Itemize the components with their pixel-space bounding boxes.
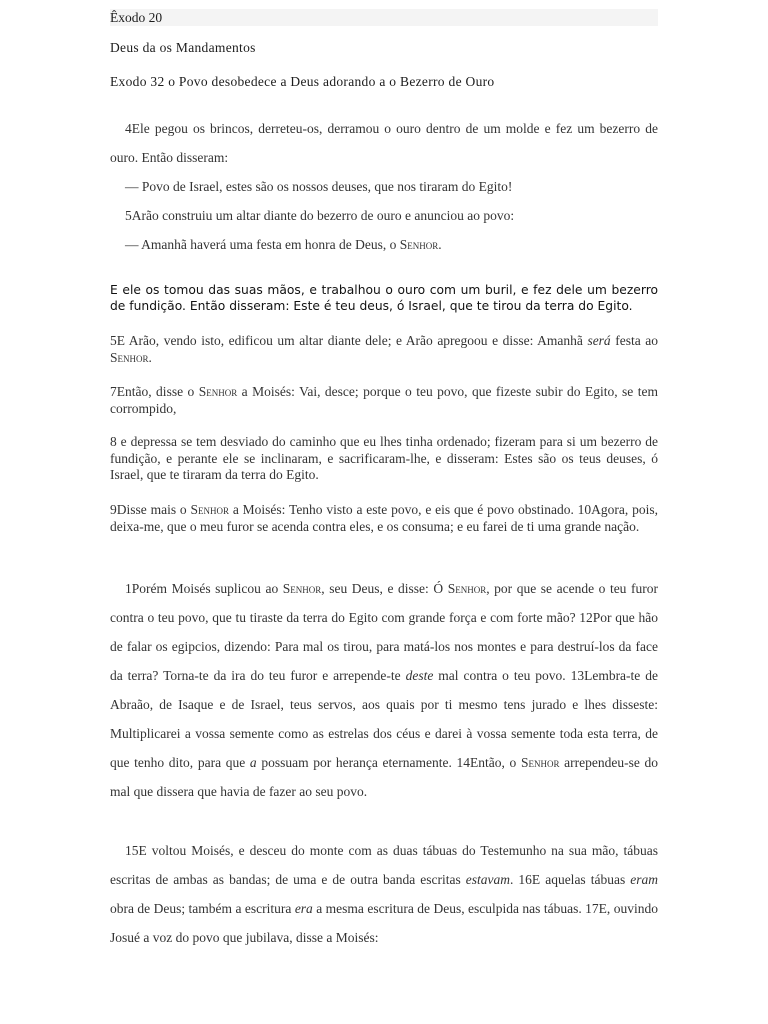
- paragraph-buril: E ele os tomou das suas mãos, e trabalhou o ouro com um buril, e fez dele um bezerro de fundição. Então disseram: Este é teu deus, ó Israel, que te tirou da terra do Egito.: [110, 283, 658, 313]
- paragraph-verse-9: 9Disse mais o Senhor a Moisés: Tenho visto a este povo, e eis que é povo obstinado. 10Agora, pois, deixa-me, que o meu furor se acenda contra eles, e os consuma; e eu farei de ti uma grande nação.: [110, 502, 658, 534]
- paragraph-dialog-2: — Amanhã haverá uma festa em honra de Deus, o Senhor.: [125, 237, 442, 252]
- paragraph-verse-7: 7Então, disse o Senhor a Moisés: Vai, desce; porque o teu povo, que fizeste subir do Egito, se tem corrompido,: [110, 384, 658, 416]
- heading-exodo-32: Exodo 32 o Povo desobedece a Deus adorando a o Bezerro de Ouro: [110, 74, 495, 89]
- paragraph-moises-suplicou: 1Porém Moisés suplicou ao Senhor, seu Deus, e disse: Ó Senhor, por que se acende o teu furor contra o teu povo, que tu tiraste da terra do Egito com grande força e com forte mão? 12Por que hão de falar os egipcios, dizendo: Para mal os tirou, para matá-los nos montes e para destruí-los da face da terra? Torna-te da ira do teu furor e arrepende-te deste mal contra o teu povo. 13Lembra-te de Abraão, de Isaque e de Israel, teus servos, aos quais por ti mesmo tens jurado e lhes disseste: Multiplicarei a vossa semente como as estrelas dos céus e darei à vossa semente toda esta terra, de que tenho dito, para que a possuam por herança eternamente. 14Então, o Senhor arrependeu-se do mal que dissera que havia de fazer ao seu povo.: [110, 581, 658, 799]
- header-bar: [110, 9, 658, 26]
- heading-mandamentos: Deus da os Mandamentos: [110, 40, 256, 55]
- paragraph-verse-8: 8 e depressa se tem desviado do caminho que eu lhes tinha ordenado; fizeram para si um bezerro de fundição, e perante ele se inclinaram, e sacrificaram-lhe, e disseram: Estes são os teus deuses, ó Israel, que te tiraram da terra do Egito.: [110, 434, 658, 482]
- paragraph-verse-5: 5Arão construiu um altar diante do bezerro de ouro e anunciou ao povo:: [125, 208, 515, 223]
- paragraph-verse-15: 15E voltou Moisés, e desceu do monte com as duas tábuas do Testemunho na sua mão, tábuas escritas de ambas as bandas; de uma e de outra banda escritas estavam. 16E aquelas tábuas eram obra de Deus; também a escritura era a mesma escritura de Deus, esculpida nas tábuas. 17E, ouvindo Josué a voz do povo que jubilava, disse a Moisés:: [110, 843, 658, 945]
- paragraph-verse-5-alt: 5E Arão, vendo isto, edificou um altar diante dele; e Arão apregoou e disse: Amanhã será festa ao Senhor.: [110, 333, 658, 365]
- paragraph-verse-4: 4Ele pegou os brincos, derreteu-os, derramou o ouro dentro de um molde e fez um bezerro de ouro. Então disseram:: [110, 121, 658, 165]
- page-header: Êxodo 20: [110, 10, 163, 25]
- paragraph-dialog-1: — Povo de Israel, estes são os nossos deuses, que nos tiraram do Egito!: [125, 179, 513, 194]
